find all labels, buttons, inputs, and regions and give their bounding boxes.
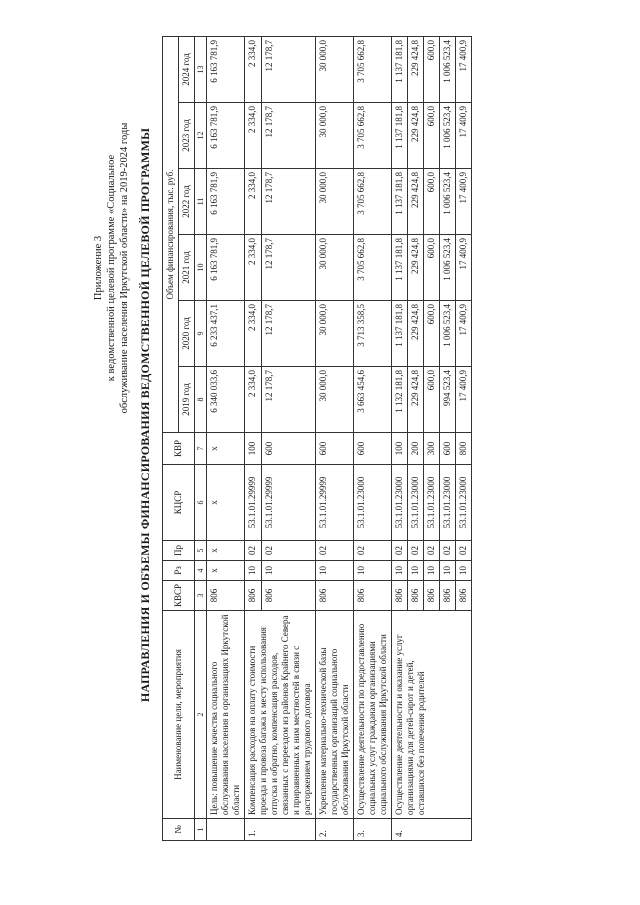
row-value-2020: 6 233 437,1 bbox=[207, 300, 245, 366]
row-value-2021: 17 400,9 bbox=[456, 234, 472, 300]
row-value-2022: 3 705 662,8 bbox=[354, 168, 392, 234]
row-value-2022: 6 163 781,9 bbox=[207, 168, 245, 234]
table-row bbox=[245, 36, 262, 840]
row-value-2020: 600,0 bbox=[424, 300, 440, 366]
row-value-2024: 17 400,9 bbox=[456, 36, 472, 102]
row-rz: 10 bbox=[354, 560, 392, 580]
row-pr: 02 bbox=[440, 540, 456, 560]
col-2019-header: 2019 год bbox=[179, 366, 195, 432]
table-row bbox=[316, 36, 354, 840]
row-kvr: 600 bbox=[316, 432, 354, 464]
row-value-2022: 1 137 181,8 bbox=[392, 168, 408, 234]
row-value-2023: 600,0 bbox=[424, 102, 440, 168]
row-value-2020: 3 713 358,5 bbox=[354, 300, 392, 366]
row-name: Компенсация расходов на оплату стоимости проезда и провоза багажа к месту использования отпуска и обратно, компенсация расходов, связанных с переездом из районов Крайнего Севера и приравненных к ним местностей в связи с расторжением трудового договора bbox=[245, 611, 316, 819]
appendix-header bbox=[92, 118, 131, 418]
col-index: 1 bbox=[195, 819, 207, 841]
row-rz: 10 bbox=[262, 560, 316, 580]
col-rz-header: Рз bbox=[163, 560, 195, 580]
row-value-2022: 229 424,8 bbox=[408, 168, 424, 234]
col-kvsr-header: КВСР bbox=[163, 580, 195, 610]
col-2020-header: 2020 год bbox=[179, 300, 195, 366]
col-kvr-header: КВР bbox=[163, 432, 195, 464]
col-kcsr-header: КЦСР bbox=[163, 464, 195, 540]
col-volume-header: Объем финансирования, тыс. руб. bbox=[163, 36, 179, 432]
row-value-2019: 1 132 181,8 bbox=[392, 366, 408, 432]
row-rz: 10 bbox=[245, 560, 262, 580]
row-pr: х bbox=[207, 540, 245, 560]
row-kvsr: 806 bbox=[316, 580, 354, 610]
row-kvr: 300 bbox=[424, 432, 440, 464]
row-number: 3. bbox=[354, 819, 392, 841]
table-row bbox=[354, 36, 392, 840]
row-rz: 10 bbox=[392, 560, 408, 580]
row-kvr: 600 bbox=[440, 432, 456, 464]
row-pr: 02 bbox=[316, 540, 354, 560]
row-value-2024: 1 137 181,8 bbox=[392, 36, 408, 102]
col-index: 12 bbox=[195, 102, 207, 168]
row-value-2023: 12 178,7 bbox=[262, 102, 316, 168]
row-value-2024: 600,0 bbox=[424, 36, 440, 102]
row-value-2021: 2 334,0 bbox=[245, 234, 262, 300]
row-value-2024: 6 163 781,9 bbox=[207, 36, 245, 102]
col-index: 9 bbox=[195, 300, 207, 366]
row-rz: 10 bbox=[456, 560, 472, 580]
row-kvsr: 806 bbox=[207, 580, 245, 610]
row-value-2024: 30 000,0 bbox=[316, 36, 354, 102]
row-value-2019: 17 400,9 bbox=[456, 366, 472, 432]
row-value-2023: 229 424,8 bbox=[408, 102, 424, 168]
col-index: 2 bbox=[195, 611, 207, 819]
row-value-2020: 229 424,8 bbox=[408, 300, 424, 366]
row-pr: 02 bbox=[262, 540, 316, 560]
row-kcsr: х bbox=[207, 464, 245, 540]
row-number: 1. bbox=[245, 819, 316, 841]
col-2021-header: 2021 год bbox=[179, 234, 195, 300]
row-rz: х bbox=[207, 560, 245, 580]
row-kcsr: 53.1.01.23000 bbox=[392, 464, 408, 540]
row-value-2019: 994 523,4 bbox=[440, 366, 456, 432]
row-kcsr: 53.1.01.29999 bbox=[316, 464, 354, 540]
row-value-2020: 1 137 181,8 bbox=[392, 300, 408, 366]
col-no-header: № bbox=[163, 819, 195, 841]
row-kvsr: 806 bbox=[262, 580, 316, 610]
row-pr: 02 bbox=[408, 540, 424, 560]
row-kvr: 200 bbox=[408, 432, 424, 464]
row-value-2024: 229 424,8 bbox=[408, 36, 424, 102]
row-value-2021: 1 006 523,4 bbox=[440, 234, 456, 300]
col-index: 7 bbox=[195, 432, 207, 464]
table-row bbox=[392, 36, 408, 840]
col-name-header: Наименование цели, мероприятия bbox=[163, 611, 195, 819]
row-value-2021: 229 424,8 bbox=[408, 234, 424, 300]
row-value-2019: 30 000,0 bbox=[316, 366, 354, 432]
table-row bbox=[207, 36, 245, 840]
row-value-2022: 2 334,0 bbox=[245, 168, 262, 234]
row-value-2023: 1 137 181,8 bbox=[392, 102, 408, 168]
row-kvsr: 806 bbox=[440, 580, 456, 610]
row-rz: 10 bbox=[408, 560, 424, 580]
row-kcsr: 53.1.01.23000 bbox=[456, 464, 472, 540]
row-value-2021: 30 000,0 bbox=[316, 234, 354, 300]
row-value-2023: 17 400,9 bbox=[456, 102, 472, 168]
col-index: 13 bbox=[195, 36, 207, 102]
row-rz: 10 bbox=[424, 560, 440, 580]
row-value-2022: 1 006 523,4 bbox=[440, 168, 456, 234]
col-index: 8 bbox=[195, 366, 207, 432]
row-value-2019: 600,0 bbox=[424, 366, 440, 432]
row-value-2022: 30 000,0 bbox=[316, 168, 354, 234]
row-value-2022: 17 400,9 bbox=[456, 168, 472, 234]
row-number: 4. bbox=[392, 819, 472, 841]
appendix-line-2: к ведомственной целевой программе «Социальное bbox=[106, 154, 117, 382]
row-value-2024: 12 178,7 bbox=[262, 36, 316, 102]
row-kcsr: 53.1.01.23000 bbox=[354, 464, 392, 540]
row-kvsr: 806 bbox=[424, 580, 440, 610]
row-kcsr: 53.1.01.23000 bbox=[424, 464, 440, 540]
row-pr: 02 bbox=[354, 540, 392, 560]
row-kvr: 800 bbox=[456, 432, 472, 464]
appendix-line-1: Приложение 3 bbox=[93, 235, 104, 301]
row-pr: 02 bbox=[456, 540, 472, 560]
row-value-2021: 3 705 662,8 bbox=[354, 234, 392, 300]
row-kcsr: 53.1.01.29999 bbox=[262, 464, 316, 540]
row-pr: 02 bbox=[392, 540, 408, 560]
row-value-2021: 12 178,7 bbox=[262, 234, 316, 300]
row-kcsr: 53.1.01.23000 bbox=[408, 464, 424, 540]
col-index: 10 bbox=[195, 234, 207, 300]
row-value-2019: 6 340 033,6 bbox=[207, 366, 245, 432]
row-value-2019: 3 663 454,6 bbox=[354, 366, 392, 432]
col-2022-header: 2022 год bbox=[179, 168, 195, 234]
row-kvsr: 806 bbox=[354, 580, 392, 610]
row-kvr: 100 bbox=[392, 432, 408, 464]
row-pr: 02 bbox=[245, 540, 262, 560]
row-value-2020: 17 400,9 bbox=[456, 300, 472, 366]
column-index-row bbox=[195, 36, 207, 840]
row-number bbox=[207, 819, 245, 841]
appendix-line-3: обслуживание населения Иркутской области» на 2019-2024 годы bbox=[119, 122, 130, 414]
row-value-2019: 2 334,0 bbox=[245, 366, 262, 432]
row-value-2022: 600,0 bbox=[424, 168, 440, 234]
row-value-2019: 12 178,7 bbox=[262, 366, 316, 432]
row-kcsr: 53.1.01.29999 bbox=[245, 464, 262, 540]
row-value-2024: 2 334,0 bbox=[245, 36, 262, 102]
row-value-2023: 3 705 662,8 bbox=[354, 102, 392, 168]
row-value-2024: 3 705 662,8 bbox=[354, 36, 392, 102]
document-title: НАПРАВЛЕНИЯ И ОБЪЕМЫ ФИНАНСИРОВАНИЯ ВЕДОМСТВЕННОЙ ЦЕЛЕВОЙ ПРОГРАММЫ bbox=[138, 127, 152, 703]
row-name: Осуществление деятельности и оказание услуг организациями для детей-сирот и детей, оставшихся без попечения родителей bbox=[392, 611, 472, 819]
row-kvr: х bbox=[207, 432, 245, 464]
row-value-2020: 1 006 523,4 bbox=[440, 300, 456, 366]
row-pr: 02 bbox=[424, 540, 440, 560]
row-value-2023: 30 000,0 bbox=[316, 102, 354, 168]
row-kvsr: 806 bbox=[408, 580, 424, 610]
row-value-2021: 6 163 781,9 bbox=[207, 234, 245, 300]
row-kvsr: 806 bbox=[456, 580, 472, 610]
row-name: Осуществление деятельности по предоставлению социальных услуг гражданам организациями социального обслуживания Иркутской области bbox=[354, 611, 392, 819]
col-index: 11 bbox=[195, 168, 207, 234]
row-kcsr: 53.1.01.23000 bbox=[440, 464, 456, 540]
row-name: Укрепление материально-технической базы государственных организаций социального обслуживания Иркутской области bbox=[316, 611, 354, 819]
row-value-2023: 2 334,0 bbox=[245, 102, 262, 168]
row-value-2023: 1 006 523,4 bbox=[440, 102, 456, 168]
col-index: 4 bbox=[195, 560, 207, 580]
row-value-2020: 12 178,7 bbox=[262, 300, 316, 366]
col-2023-header: 2023 год bbox=[179, 102, 195, 168]
row-kvsr: 806 bbox=[245, 580, 262, 610]
row-kvr: 600 bbox=[262, 432, 316, 464]
row-rz: 10 bbox=[440, 560, 456, 580]
row-kvr: 100 bbox=[245, 432, 262, 464]
col-index: 3 bbox=[195, 580, 207, 610]
row-name: Цель: повышение качества социального обслуживания населения в организациях Иркутской области bbox=[207, 611, 245, 819]
row-number: 2. bbox=[316, 819, 354, 841]
col-index: 5 bbox=[195, 540, 207, 560]
financing-table bbox=[162, 36, 472, 841]
col-2024-header: 2024 год bbox=[179, 36, 195, 102]
row-value-2022: 12 178,7 bbox=[262, 168, 316, 234]
row-value-2024: 1 006 523,4 bbox=[440, 36, 456, 102]
row-rz: 10 bbox=[316, 560, 354, 580]
row-value-2021: 1 137 181,8 bbox=[392, 234, 408, 300]
col-pr-header: Пр bbox=[163, 540, 195, 560]
row-kvsr: 806 bbox=[392, 580, 408, 610]
row-kvr: 600 bbox=[354, 432, 392, 464]
row-value-2023: 6 163 781,9 bbox=[207, 102, 245, 168]
row-value-2020: 30 000,0 bbox=[316, 300, 354, 366]
row-value-2020: 2 334,0 bbox=[245, 300, 262, 366]
row-value-2019: 229 424,8 bbox=[408, 366, 424, 432]
row-value-2021: 600,0 bbox=[424, 234, 440, 300]
col-index: 6 bbox=[195, 464, 207, 540]
